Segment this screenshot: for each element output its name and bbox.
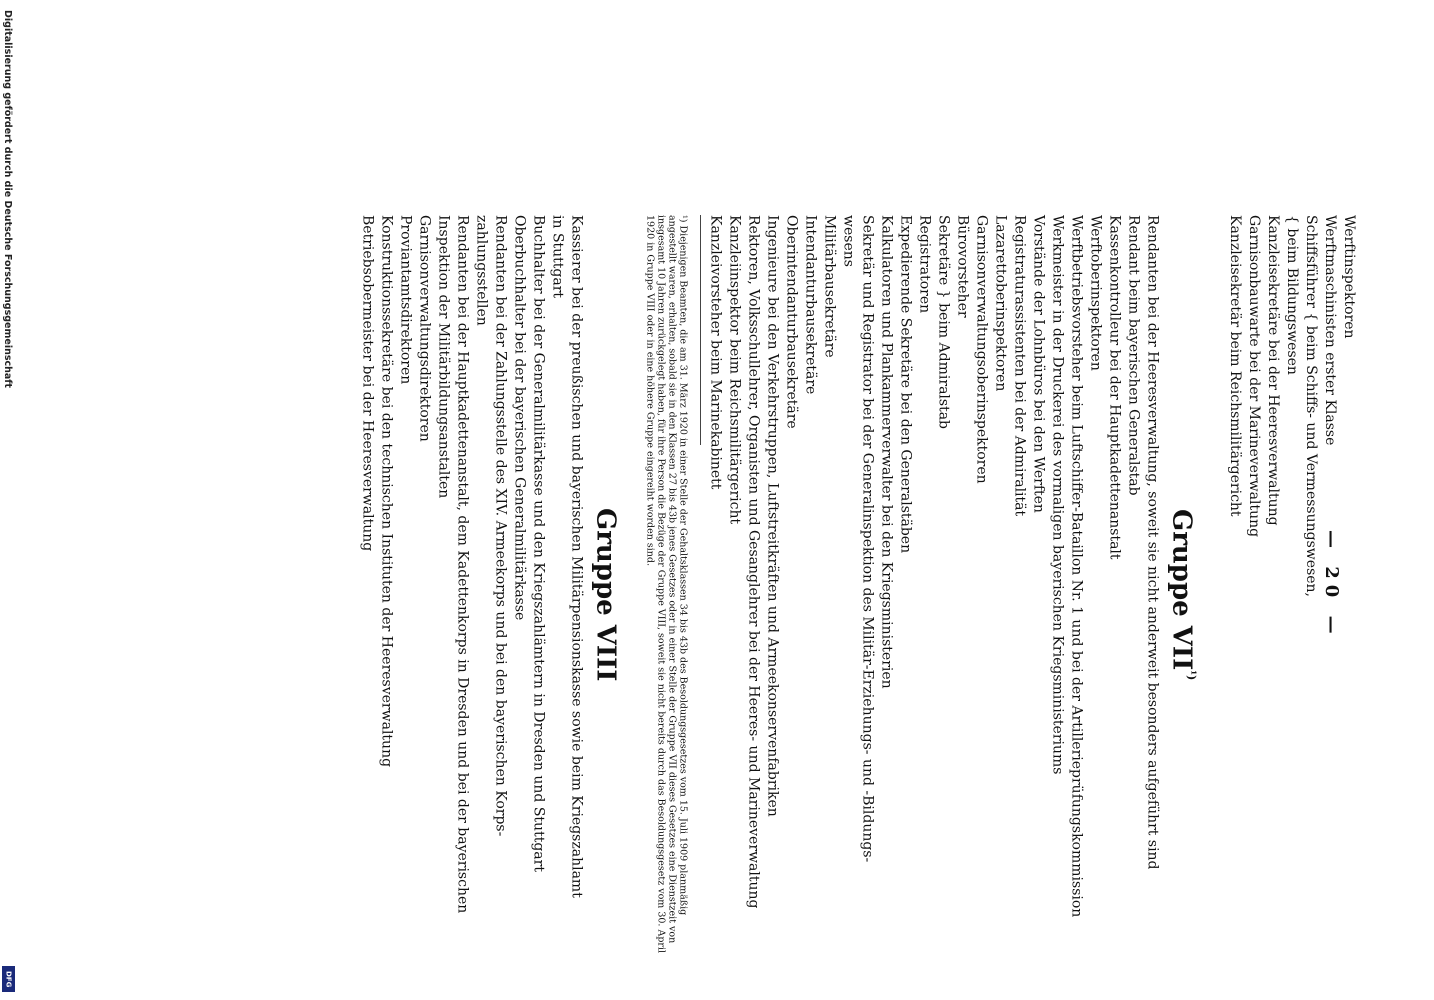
- heading-text: Gruppe VII: [1166, 509, 1197, 671]
- footnote: ¹) Diejenigen Beamten, die am 31. März 1920 in einer Stelle der Gehaltsklassen 34 bis 43b des Besoldungsgesetzes vom 15. Juli 1909 planmäßig angestellt waren, erhalten, sobald sie in den Klassen 27 bis 43b jenes Gesetzes oder in einer Stelle der Gruppe VII dieses Gesetzes eine Dienstzeit von insgesamt 10 Jahren zurückgelegt haben, für ihre Person die Bezüge der Gruppe VIII, soweit sie nicht bereits durch das Besoldungsgesetz vom 30. April 1920 in Gruppe VIII oder in eine höhere Gruppe eingereiht worden sind.: [644, 215, 689, 954]
- section-heading-gruppe-vii: [1161, 215, 1211, 975]
- page-number: — 20 —: [1321, 530, 1342, 640]
- top-list: [1225, 215, 1358, 975]
- list-item: { beim Bildungswesen: [1284, 215, 1300, 375]
- list-item: Kassenkontrolleur bei der Hauptkadettenanstalt: [1106, 215, 1123, 560]
- list-item: Kanzleisekretäre bei der Heeresverwaltung: [1265, 215, 1281, 526]
- list-item: Rendant beim bayerischen Generalstab: [1125, 215, 1142, 496]
- digitization-credit: Digitalisierung gefördert durch die Deutsche Forschungsgemeinschaft: [2, 10, 13, 388]
- gruppe-viii-list: [357, 215, 585, 975]
- list-item: Schiffsführer { beim Schiffs- und Vermessungswesen,: [1303, 215, 1319, 597]
- list-item: Sekretär und Registrator bei der Generalinspektion des Militär-Erziehungs- und -Bildungs-: [859, 215, 876, 863]
- list-item: Militärbausekretäre: [821, 215, 838, 358]
- list-item: Konstruktionssekretäre bei den technischen Instituten der Heeresverwaltung: [378, 215, 395, 768]
- list-item: Kassierer bei der preußischen und bayerischen Militärpensionskasse sowie beim Kriegszahlamt: [568, 215, 585, 898]
- list-item: Oberintendanturbausekretäre: [783, 215, 800, 429]
- footnote-mark: ¹): [1185, 670, 1198, 681]
- list-item: Kanzleivorsteher beim Marinekabinett: [707, 215, 724, 490]
- list-item: Betriebsobermeister bei der Heeresverwaltung: [359, 215, 376, 552]
- list-item: Werftbetriebsvorsteher beim Luftschiffer-Bataillon Nr. 1 und bei der Artillerieprüfungskommission: [1068, 215, 1085, 918]
- list-item: Rektoren, Volksschullehrer, Organisten und Gesanglehrer bei der Heeres- und Marineverwaltung: [745, 215, 762, 909]
- list-item: Expedierende Sekretäre bei den Generalstäben: [897, 215, 914, 554]
- list-item: Bürovorsteher: [954, 215, 971, 318]
- list-item: Oberbuchhalter bei der bayerischen Generalmilitärkasse: [511, 215, 528, 621]
- list-item: Werftoberinspektoren: [1087, 215, 1104, 371]
- list-item: Lazarettoberinspektoren: [992, 215, 1009, 392]
- list-item: Kanzleisekretär beim Reichsmilitärgericht: [1227, 215, 1243, 517]
- list-item: Werftmaschinisten erster Klasse: [1322, 215, 1338, 446]
- list-item: Registratoren: [916, 215, 933, 314]
- document-page: [96, 215, 1358, 975]
- list-item: Sekretäre } beim Admiralstab: [935, 215, 952, 430]
- footnote-divider: [700, 215, 701, 445]
- list-item: wesens: [840, 215, 857, 267]
- list-item: Rendanten bei der Zahlungsstelle des XIV. Armeekorps und bei den bayerischen Korps-: [492, 215, 509, 837]
- list-item: Registraturassistenten bei der Admiralität: [1011, 215, 1028, 517]
- section-heading-gruppe-viii: Gruppe VIII: [590, 508, 621, 682]
- list-item: in Stuttgart: [549, 215, 566, 299]
- list-item: Werkmeister in der Druckerei des vormaligen bayerischen Kriegsministeriums: [1049, 215, 1066, 775]
- list-item: Buchhalter bei der Generalmilitärkasse und den Kriegszahlämtern in Dresden und Stuttgart: [530, 215, 547, 872]
- list-item: Garnisonverwaltungsdirektoren: [416, 215, 433, 442]
- list-item: Inspektion der Militärbildungsanstalten: [435, 215, 452, 499]
- list-item: zahlungsstellen: [473, 215, 490, 326]
- dfg-logo: DFG: [2, 966, 15, 992]
- list-item: Garnisonbauwarte bei der Marineverwaltung: [1246, 215, 1262, 538]
- list-item: Kalkulatoren und Plankammerverwalter bei den Kriegsministerien: [878, 215, 895, 689]
- list-item: Rendanten bei der Heeresverwaltung, soweit sie nicht anderweit besonders aufgeführt sind: [1144, 215, 1161, 870]
- list-item: Proviantamtsdirektoren: [397, 215, 414, 385]
- digitization-footer: [0, 0, 18, 1000]
- list-item: Kanzleiinspektor beim Reichsmilitärgericht: [726, 215, 743, 525]
- list-item: Garnisonverwaltungsoberinspektoren: [973, 215, 990, 484]
- list-item: Vorstände der Lohnbüros bei den Werften: [1030, 215, 1047, 513]
- list-item: Ingenieure bei den Verkehrstruppen, Luftstreitkräften und Armeekonservenfabriken: [764, 215, 781, 817]
- list-item: Rendanten bei der Hauptkadettenanstalt, dem Kadettenkorps in Dresden und bei der bayerischen: [454, 215, 471, 914]
- list-item: Intendanturbausekretäre: [802, 215, 819, 395]
- list-item: Werftinspektoren: [1341, 215, 1357, 339]
- gruppe-vii-list: [705, 215, 1161, 975]
